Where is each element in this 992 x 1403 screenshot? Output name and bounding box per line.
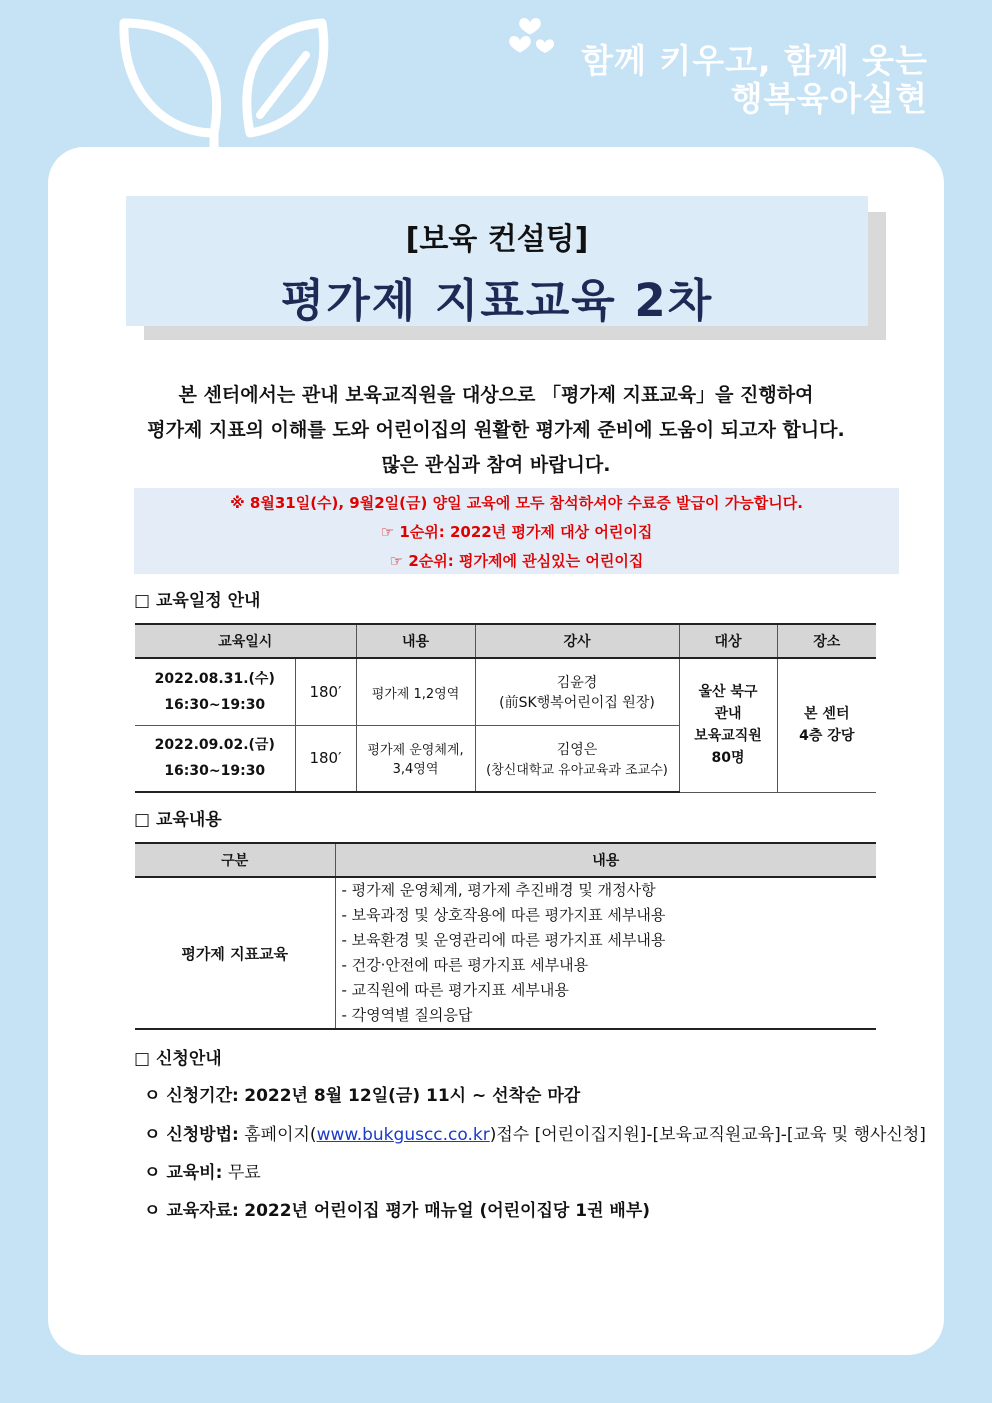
header-details: 내용 [335, 843, 876, 877]
target-line-4: 80명 [711, 750, 745, 767]
fee-value: 무료 [227, 1163, 261, 1183]
application-material [144, 1196, 650, 1221]
schedule-table [135, 623, 876, 793]
content-list [335, 877, 876, 1029]
place-cell [777, 658, 876, 792]
schedule-heading: □ 교육일정 안내 [134, 591, 261, 611]
session-2-content [356, 725, 475, 792]
application-method [144, 1120, 926, 1145]
slogan-line-1: 함께 키우고, 함께 웃는 [581, 41, 928, 80]
session-2-datetime [135, 725, 295, 792]
material-value: 2022년 어린이집 평가 매뉴얼 (어린이집당 1권 배부) [244, 1201, 651, 1221]
notice-line-2: ☞ 1순위: 2022년 평가제 대상 어린이집 [380, 523, 653, 541]
notice-line-3: ☞ 2순위: 평가제에 관심있는 어린이집 [389, 552, 644, 570]
intro-line-1: 본 센터에서는 관내 보육교직원을 대상으로 「평가제 지표교육」을 진행하여 [178, 384, 814, 406]
hearts-icon [508, 18, 568, 66]
place-line-1: 본 센터 [804, 706, 850, 723]
session-2-duration: 180′ [295, 725, 356, 792]
list-item: - 평가제 운영체계, 평가제 추진배경 및 개정사항 [341, 881, 656, 899]
method-post: )접수 [어린이집지원]-[보육교직원교육]-[교육 및 행사신청] [489, 1125, 926, 1145]
page-title: 평가제 지표교육 2차 [280, 274, 714, 327]
notice-line-1: ※ 8월31일(수), 9월2일(금) 양일 교육에 모두 참석하셔야 수료증 발급이 가능합니다. [230, 494, 803, 512]
application-heading: □ 신청안내 [134, 1049, 222, 1069]
session-2-instructor [475, 725, 679, 792]
intro-text [100, 378, 892, 483]
session-2-instructor-info: (창신대학교 유아교육과 조교수) [486, 762, 668, 778]
fee-label: ㅇ 교육비: [144, 1163, 223, 1183]
period-value: 2022년 8월 12일(금) 11시 ~ 선착순 마감 [244, 1086, 581, 1106]
session-1-time: 16:30~19:30 [164, 696, 266, 713]
application-period [144, 1081, 580, 1106]
list-item: - 각영역별 질의응답 [341, 1006, 473, 1024]
homepage-link[interactable]: www.bukguscc.co.kr [316, 1125, 490, 1145]
period-label: ㅇ 신청기간: [144, 1086, 239, 1106]
list-item: - 보육환경 및 운영관리에 따른 평가지표 세부내용 [341, 931, 666, 949]
session-2-content-line-2: 3,4영역 [392, 762, 439, 778]
schedule-header-row [135, 624, 876, 658]
header-category: 구분 [135, 843, 335, 877]
session-1-datetime [135, 658, 295, 725]
intro-line-3: 많은 관심과 참여 바랍니다. [381, 454, 611, 476]
table-row [135, 658, 876, 725]
session-1-instructor [475, 658, 679, 725]
content-category: 평가제 지표교육 [135, 877, 335, 1029]
material-label: ㅇ 교육자료: [144, 1201, 239, 1221]
target-line-1: 울산 북구 [698, 684, 758, 701]
title-box [126, 196, 868, 326]
target-cell [679, 658, 777, 792]
session-2-date: 2022.09.02.(금) [154, 737, 275, 754]
target-line-3: 보육교직원 [694, 728, 762, 745]
session-1-duration: 180′ [295, 658, 356, 725]
session-1-instructor-name: 김윤경 [556, 674, 598, 691]
title-subtitle: [보육 컨설팅] [405, 222, 589, 257]
session-2-instructor-name: 김영은 [556, 741, 598, 758]
session-1-instructor-info: (前SK행복어린이집 원장) [499, 694, 655, 711]
session-1-content: 평가제 1,2영역 [356, 658, 475, 725]
content-heading: □ 교육내용 [134, 810, 222, 830]
session-2-time: 16:30~19:30 [164, 763, 266, 780]
notice-box [134, 488, 899, 574]
method-label: ㅇ 신청방법: [144, 1125, 239, 1145]
list-item: - 교직원에 따른 평가지표 세부내용 [341, 981, 569, 999]
application-fee [144, 1158, 261, 1183]
header-target: 대상 [679, 624, 777, 658]
session-2-content-line-1: 평가제 운영체계, [367, 743, 464, 759]
header-date: 교육일시 [135, 624, 356, 658]
header-instructor: 강사 [475, 624, 679, 658]
place-line-2: 4층 강당 [799, 728, 855, 745]
list-item: - 건강·안전에 따른 평가지표 세부내용 [341, 956, 589, 974]
method-pre: 홈페이지( [244, 1125, 317, 1145]
list-item: - 보육과정 및 상호작용에 따른 평가지표 세부내용 [341, 906, 666, 924]
leaf-decoration-icon [110, 15, 340, 150]
target-line-2: 관내 [714, 706, 742, 723]
header-place: 장소 [777, 624, 876, 658]
table-row [135, 877, 876, 1029]
content-header-row [135, 843, 876, 877]
slogan-line-2: 행복육아실현 [730, 79, 928, 118]
slogan [581, 42, 928, 118]
intro-line-2: 평가제 지표의 이해를 도와 어린이집의 원활한 평가제 준비에 도움이 되고자 합니다. [147, 419, 845, 441]
content-table [135, 842, 876, 1030]
session-1-date: 2022.08.31.(수) [154, 670, 275, 687]
header-content: 내용 [356, 624, 475, 658]
